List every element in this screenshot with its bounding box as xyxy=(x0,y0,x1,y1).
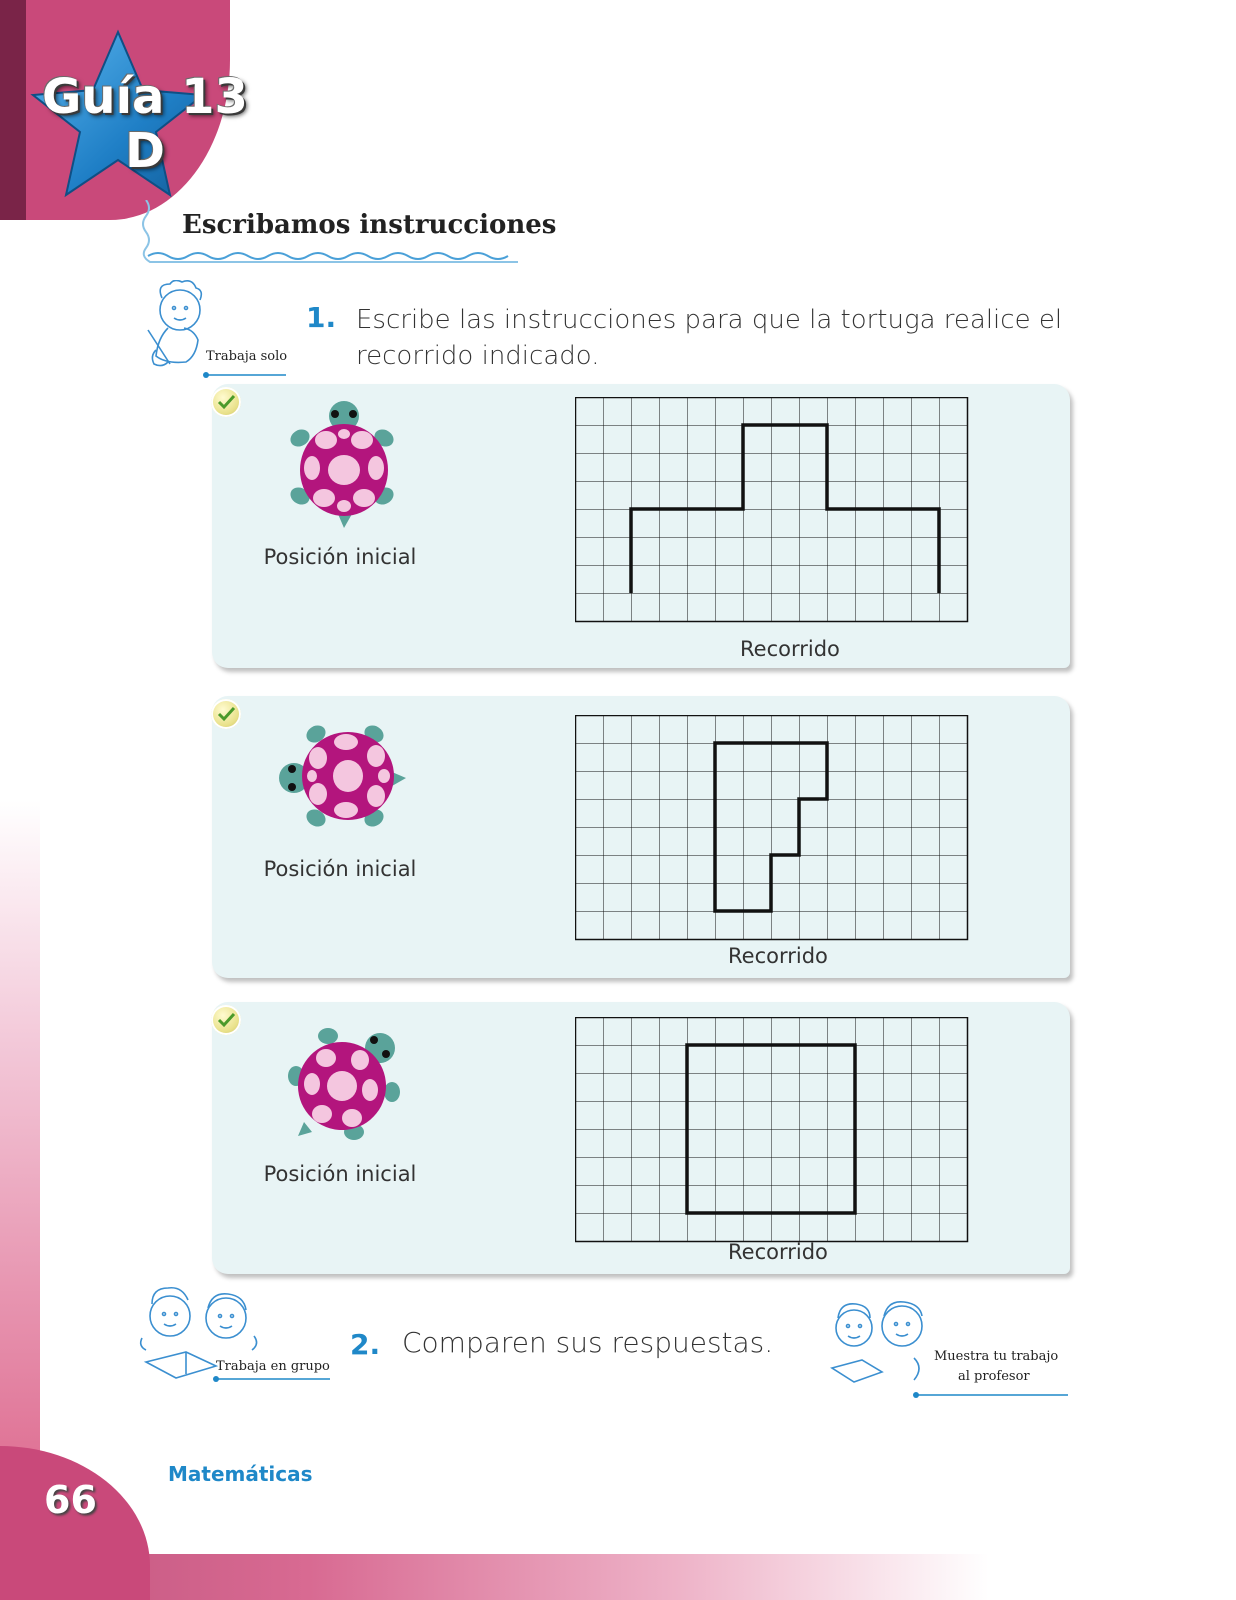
path-label-3: Recorrido xyxy=(728,1240,828,1264)
children-show-icon xyxy=(826,1298,936,1388)
task1-number: 1. xyxy=(306,301,337,334)
turtle-icon xyxy=(278,720,410,832)
turtle-icon xyxy=(286,400,398,532)
checkmark-icon xyxy=(211,1005,241,1035)
path-grid-3 xyxy=(575,1017,969,1243)
work-alone-label: Trabaja solo xyxy=(206,349,288,364)
path-label-1: Recorrido xyxy=(740,637,840,661)
path-grid-2 xyxy=(575,715,969,941)
start-position-label-2: Posición inicial xyxy=(263,857,417,881)
work-group-label: Trabaja en grupo xyxy=(216,1359,330,1374)
task1-line1: Escribe las instrucciones para que la tortuga realice el xyxy=(356,305,1063,335)
path-grid-1 xyxy=(575,397,969,623)
task2-text: Comparen sus respuestas. xyxy=(402,1326,774,1359)
start-position-label-3: Posición inicial xyxy=(263,1162,417,1186)
path-label-2: Recorrido xyxy=(728,944,828,968)
task2-number: 2. xyxy=(350,1328,381,1361)
label-underline xyxy=(210,1374,334,1384)
turtle-icon xyxy=(282,1022,406,1146)
corner-decor-bottom xyxy=(0,1446,150,1600)
checkmark-icon xyxy=(211,699,241,729)
bottom-decor-bar xyxy=(0,1554,1236,1600)
section-title: Escribamos instrucciones xyxy=(182,210,557,240)
task1-text xyxy=(356,302,1062,374)
guide-title-line1: Guía 13 xyxy=(42,69,248,125)
start-position-label-1: Posición inicial xyxy=(263,545,417,569)
guide-title-line2: D xyxy=(125,123,165,179)
footer-subject: Matemáticas xyxy=(168,1462,313,1486)
page-number: 66 xyxy=(44,1478,97,1522)
task1-line2: recorrido indicado. xyxy=(356,341,600,371)
label-underline xyxy=(200,370,290,380)
show-work-label-line1: Muestra tu trabajo xyxy=(934,1349,1059,1364)
guide-title xyxy=(40,70,250,178)
label-underline xyxy=(910,1390,1072,1400)
checkmark-icon xyxy=(211,387,241,417)
show-work-label-line2: al profesor xyxy=(958,1369,1030,1384)
